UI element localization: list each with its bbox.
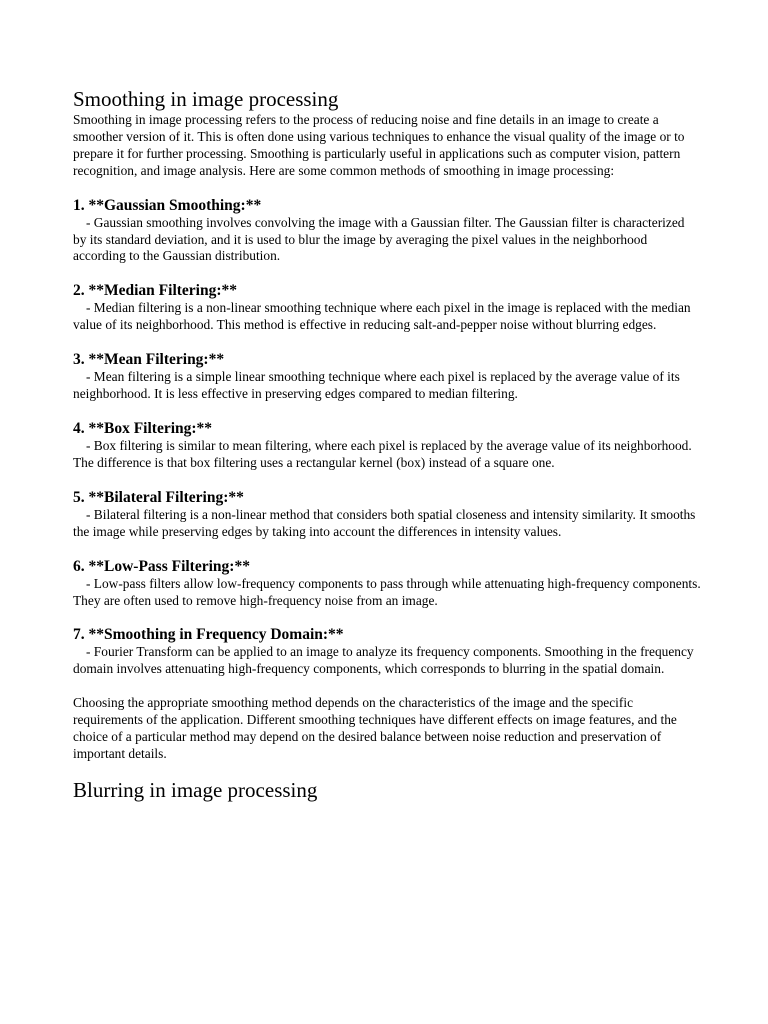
intro-paragraph: Smoothing in image processing refers to the process of reducing noise and fine details in an image to create a smoother version of it. This is often done using various techniques to enhance the visual quality of the image or to prepare it for further processing. Smoothing is particularly useful in applications such as computer vision, pattern recognition, and image analysis. Here are some common methods of smoothing in image processing: bbox=[73, 112, 685, 178]
method-item-low-pass bbox=[73, 558, 701, 610]
method-item-bilateral bbox=[73, 489, 701, 541]
closing-paragraph: Choosing the appropriate smoothing method depends on the characteristics of the image and the specific requirements of the application. Different smoothing techniques have different effects on image features, and the choice of a particular method may depend on the desired balance between noise reduction and preservation of important details. bbox=[73, 695, 677, 761]
method-item-mean bbox=[73, 351, 701, 403]
method-title: 5. **Bilateral Filtering:** bbox=[73, 488, 244, 506]
method-body: - Fourier Transform can be applied to an image to analyze its frequency components. Smoothing in the frequency domain involves attenuating high-frequency components, which corresponds to blurring in the spatial domain. bbox=[73, 644, 694, 677]
method-body: - Box filtering is similar to mean filtering, where each pixel is replaced by the average value of its neighborhood. The difference is that box filtering uses a rectangular kernel (box) instead of a square one. bbox=[73, 437, 692, 470]
section-title-smoothing: Smoothing in image processing bbox=[73, 87, 339, 111]
document-page bbox=[73, 86, 701, 803]
method-item-gaussian bbox=[73, 197, 701, 266]
method-title: 4. **Box Filtering:** bbox=[73, 419, 213, 437]
method-item-box bbox=[73, 420, 701, 472]
method-title: 1. **Gaussian Smoothing:** bbox=[73, 196, 262, 214]
method-title: 3. **Mean Filtering:** bbox=[73, 351, 225, 369]
method-title: 2. **Median Filtering:** bbox=[73, 282, 238, 300]
method-title: 6. **Low-Pass Filtering:** bbox=[73, 557, 250, 575]
method-body: - Gaussian smoothing involves convolving the image with a Gaussian filter. The Gaussian filter is characterized by its standard deviation, and it is used to blur the image by averaging the pixel values in the neighborhood according to the Gaussian distribution. bbox=[73, 214, 685, 264]
method-body: - Median filtering is a non-linear smoothing technique where each pixel in the image is replaced with the median value of its neighborhood. This method is effective in reducing salt-and-pepper noise without blurring edges. bbox=[73, 300, 691, 333]
method-item-median bbox=[73, 282, 701, 334]
method-item-frequency-domain bbox=[73, 626, 701, 678]
method-title: 7. **Smoothing in Frequency Domain:** bbox=[73, 626, 344, 644]
method-body: - Bilateral filtering is a non-linear method that considers both spatial closeness and intensity similarity. It smooths the image while preserving edges by taking into account the differences in intensity values. bbox=[73, 506, 696, 539]
method-body: - Mean filtering is a simple linear smoothing technique where each pixel is replaced by the average value of its neighborhood. It is less effective in preserving edges compared to median filtering. bbox=[73, 369, 680, 402]
section-title-blurring: Blurring in image processing bbox=[73, 777, 318, 802]
method-body: - Low-pass filters allow low-frequency components to pass through while attenuating high-frequency components. They are often used to remove high-frequency noise from an image. bbox=[73, 575, 701, 608]
